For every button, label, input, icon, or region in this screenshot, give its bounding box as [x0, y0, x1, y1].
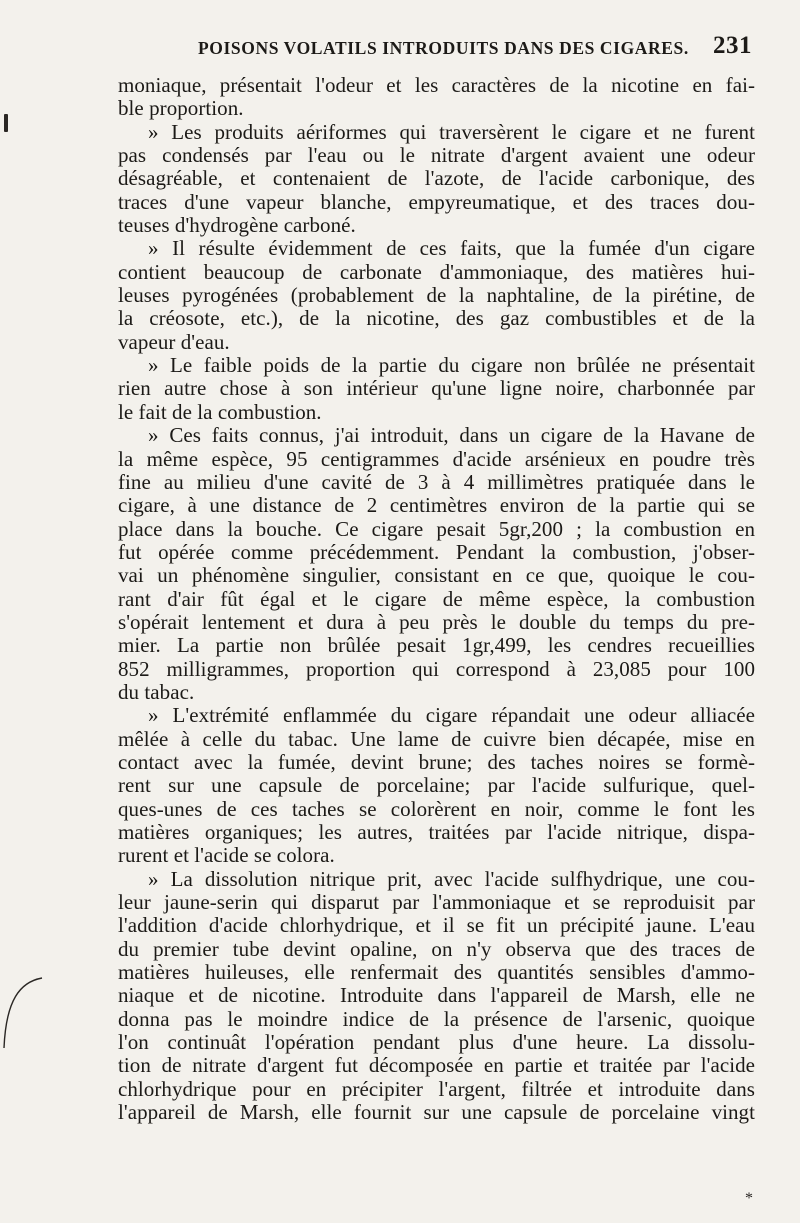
running-title: POISONS VOLATILS INTRODUITS DANS DES CIGARES.	[198, 38, 689, 58]
footer-mark: *	[745, 1190, 753, 1207]
page-number: 231	[713, 32, 752, 59]
text-line: leuses pyrogénées (probablement de la naphtaline, de la pirétine, de	[118, 283, 755, 308]
text-line: cigare, à une distance de 2 centimètres environ de la partie qui se	[118, 493, 755, 518]
text-line: moniaque, présentait l'odeur et les caractères de la nicotine en fai-	[118, 73, 755, 97]
text-line: rien autre chose à son intérieur qu'une ligne noire, charbonnée par	[118, 376, 755, 401]
text-line: l'on continuât l'opération pendant plus d'une heure. La dissolu-	[118, 1030, 755, 1055]
text-line: du premier tube devint opaline, on n'y observa que des traces de	[118, 936, 755, 961]
text-line: désagréable, et contenaient de l'azote, de l'acide carbonique, des	[118, 166, 755, 191]
text-line: fine au milieu d'une cavité de 3 à 4 millimètres pratiquée dans le	[118, 469, 755, 494]
text-line: » La dissolution nitrique prit, avec l'acide sulfhydrique, une cou-	[148, 866, 755, 891]
text-line: » L'extrémité enflammée du cigare répandait une odeur alliacée	[148, 703, 755, 728]
text-line: contact avec la fumée, devint brune; des taches noires se formè-	[118, 749, 755, 774]
text-line: rent sur une capsule de porcelaine; par l'acide sulfurique, quel-	[118, 773, 755, 798]
text-line: fut opérée comme précédemment. Pendant la combustion, j'obser-	[118, 539, 755, 564]
text-line: mier. La partie non brûlée pesait 1gr,499, les cendres recueillies	[118, 633, 755, 658]
text-line: » Il résulte évidemment de ces faits, que la fumée d'un cigare	[148, 236, 755, 261]
text-line: la créosote, etc.), de la nicotine, des gaz combustibles et de la	[118, 306, 755, 331]
margin-curve-mark	[0, 970, 44, 1050]
text-line: leur jaune-serin qui disparut par l'ammoniaque et se reproduisit par	[118, 890, 755, 915]
text-line: teuses d'hydrogène carboné.	[118, 213, 356, 238]
text-line: s'opérait lentement et dura à peu près le double du temps du pre-	[118, 609, 755, 634]
text-line: vai un phénomène singulier, consistant en ce que, quoique le cou-	[118, 563, 755, 588]
text-line: vapeur d'eau.	[118, 329, 230, 354]
text-line: chlorhydrique pour en précipiter l'argent, filtrée et introduite dans	[118, 1076, 755, 1101]
text-line: l'appareil de Marsh, elle fournit sur une capsule de porcelaine vingt	[118, 1100, 755, 1125]
running-head	[140, 34, 760, 64]
text-line: la même espèce, 95 centigrammes d'acide arsénieux en poudre très	[118, 446, 755, 471]
text-line: tion de nitrate d'argent fut décomposée en partie et traitée par l'acide	[118, 1053, 755, 1078]
text-line: 852 milligrammes, proportion qui correspond à 23,085 pour 100	[118, 656, 755, 681]
text-line: » Les produits aériformes qui traversèrent le cigare et ne furent	[148, 119, 755, 144]
text-line: l'addition d'acide chlorhydrique, et il se fit un précipité jaune. L'eau	[118, 913, 755, 938]
text-line: » Ces faits connus, j'ai introduit, dans un cigare de la Havane de	[148, 423, 755, 448]
text-line: pas condensés par l'eau ou le nitrate d'argent avaient une odeur	[118, 143, 755, 168]
text-line: ble proportion.	[118, 96, 244, 121]
text-line: du tabac.	[118, 679, 195, 704]
text-line: mêlée à celle du tabac. Une lame de cuivre bien décapée, mise en	[118, 726, 755, 751]
body-text	[118, 74, 755, 1124]
text-line: place dans la bouche. Ce cigare pesait 5gr,200 ; la combustion en	[118, 516, 755, 541]
text-line: niaque et de nicotine. Introduite dans l'appareil de Marsh, elle ne	[118, 983, 755, 1008]
text-line: rant d'air fût égal et le cigare de même espèce, la combustion	[118, 586, 755, 611]
text-line: matières organiques; les autres, traitées par l'acide nitrique, dispa-	[118, 820, 755, 844]
text-line: » Le faible poids de la partie du cigare non brûlée ne présentait	[148, 353, 755, 378]
text-line: traces d'une vapeur blanche, empyreumatique, et des traces dou-	[118, 189, 755, 214]
margin-ink-mark	[4, 114, 8, 132]
text-line: le fait de la combustion.	[118, 399, 322, 424]
text-line: contient beaucoup de carbonate d'ammoniaque, des matières hui-	[118, 259, 755, 284]
text-line: rurent et l'acide se colora.	[118, 843, 335, 868]
text-line: donna pas le moindre indice de la présence de l'arsenic, quoique	[118, 1006, 755, 1031]
text-line: matières huileuses, elle renfermait des quantités sensibles d'ammo-	[118, 960, 755, 985]
text-line: ques-unes de ces taches se colorèrent en noir, comme le font les	[118, 796, 755, 821]
